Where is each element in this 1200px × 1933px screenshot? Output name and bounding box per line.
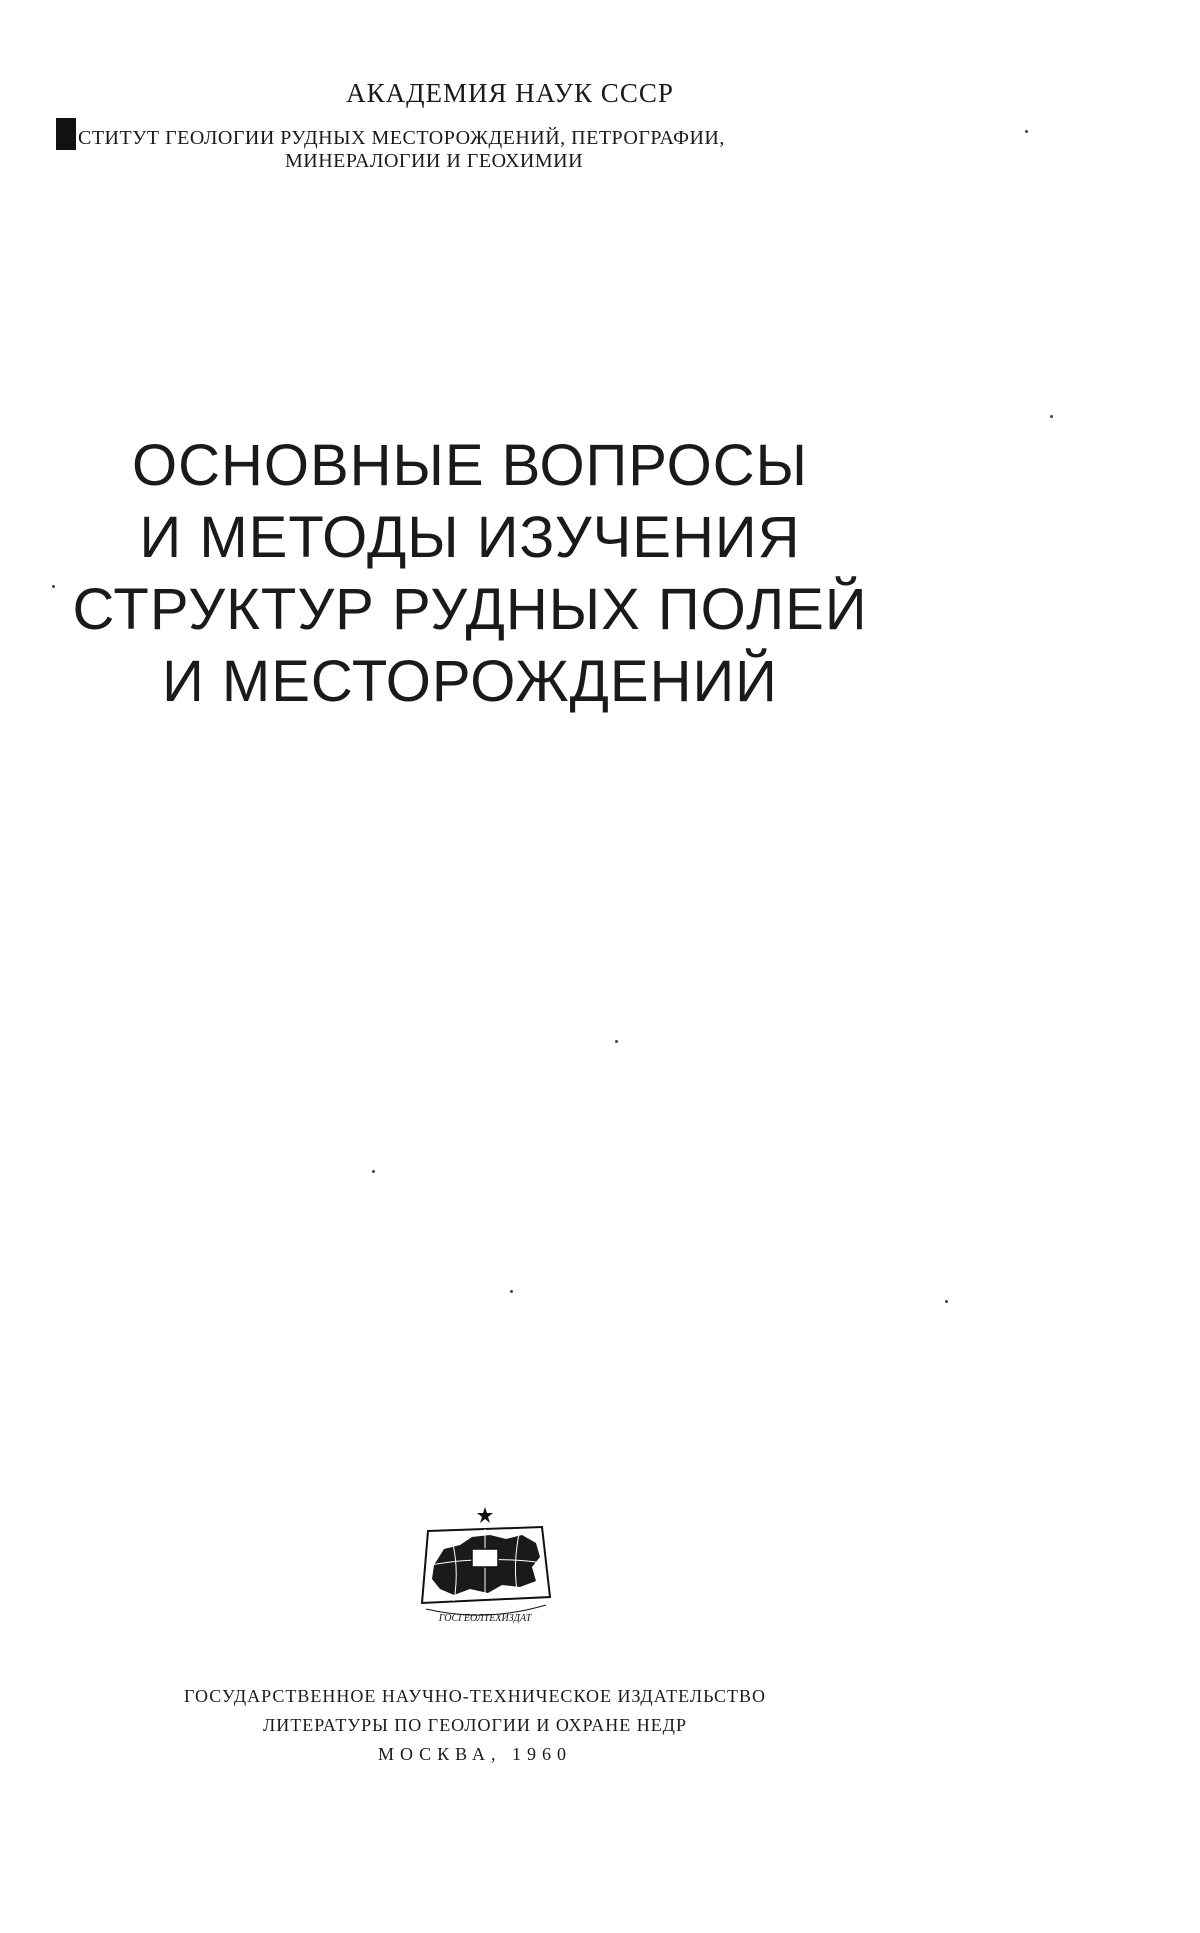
scan-speck xyxy=(1025,130,1028,133)
institute-line-1-text: СТИТУТ ГЕОЛОГИИ РУДНЫХ МЕСТОРОЖДЕНИЙ, ПЕТРОГРАФИИ, xyxy=(78,127,725,149)
emblem-caption: ГОСГЕОЛТЕХИЗДАТ xyxy=(438,1613,532,1624)
institute-name-line-2: МИНЕРАЛОГИИ И ГЕОХИМИИ xyxy=(285,150,584,172)
title-line-1: ОСНОВНЫЕ ВОПРОСЫ xyxy=(131,433,809,498)
scan-speck xyxy=(372,1170,375,1173)
academy-name: АКАДЕМИЯ НАУК СССР xyxy=(346,78,674,108)
scan-speck xyxy=(945,1300,948,1303)
scan-speck xyxy=(615,1040,618,1043)
publisher-imprint xyxy=(150,1682,800,1769)
scan-speck xyxy=(510,1290,513,1293)
scan-speck xyxy=(1050,415,1053,418)
book-title xyxy=(60,430,880,718)
publisher-line-2: ЛИТЕРАТУРЫ ПО ГЕОЛОГИИ И ОХРАНЕ НЕДР xyxy=(263,1715,687,1735)
title-line-4: И МЕСТОРОЖДЕНИЙ xyxy=(162,649,778,714)
scan-speck xyxy=(52,585,55,588)
publisher-emblem-icon xyxy=(410,1505,560,1630)
ink-blot-icon xyxy=(56,118,76,150)
title-line-3: СТРУКТУР РУДНЫХ ПОЛЕЙ xyxy=(72,577,868,642)
publisher-city-year: МОСКВА, 1960 xyxy=(377,1744,573,1764)
institute-name-line-1 xyxy=(56,118,916,150)
publisher-line-1: ГОСУДАРСТВЕННОЕ НАУЧНО-ТЕХНИЧЕСКОЕ ИЗДАТЕЛЬСТВО xyxy=(184,1686,766,1706)
title-line-2: И МЕТОДЫ ИЗУЧЕНИЯ xyxy=(139,505,801,570)
